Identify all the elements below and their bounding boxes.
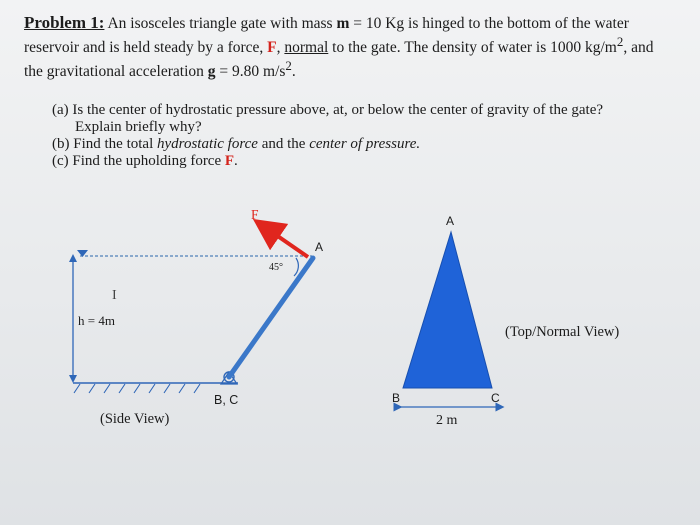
mass-symbol: m xyxy=(336,15,350,32)
question-a-line2: Explain briefly why? xyxy=(75,119,202,135)
problem-label: Problem 1: xyxy=(24,13,105,32)
force-label: F xyxy=(251,207,259,222)
top-apex-label: A xyxy=(446,214,455,228)
ground-hatching xyxy=(74,384,200,393)
question-b-term1: hydrostatic force xyxy=(157,136,258,152)
angle-arc xyxy=(294,258,298,276)
normal-word: normal xyxy=(284,39,329,57)
top-view-caption: (Top/Normal View) xyxy=(505,324,620,340)
gate-side-line xyxy=(229,258,313,377)
gate-top-view-triangle xyxy=(403,232,492,388)
accel-exponent: 2 xyxy=(285,58,292,74)
g-symbol: g xyxy=(207,63,216,81)
problem-text-5: , and the gravitational acceleration xyxy=(24,39,654,81)
density-exponent: 2 xyxy=(616,34,624,49)
question-b-term2: center of pressure. xyxy=(309,136,421,152)
text-cursor-icon: I xyxy=(112,288,117,303)
angle-label: 45° xyxy=(269,262,283,273)
vertex-c-label: C xyxy=(491,391,500,405)
force-symbol: F xyxy=(267,39,277,57)
question-a-line1: (a) Is the center of hydrostatic pressure above, at, or below the center of gravity of the gate? xyxy=(52,102,604,118)
question-b-text: (b) Find the total xyxy=(52,136,157,152)
depth-label: h = 4m xyxy=(78,313,115,328)
question-c-post: . xyxy=(234,153,238,169)
hinge-label: B, C xyxy=(214,393,239,407)
problem-text-1: An isosceles triangle gate with mass xyxy=(104,15,337,32)
vertex-b-label: B xyxy=(392,391,401,405)
problem-text-7: . xyxy=(291,63,296,81)
question-c-force: F xyxy=(224,153,235,169)
question-c-text: (c) Find the upholding force xyxy=(52,153,225,169)
side-apex-label: A xyxy=(315,240,324,254)
force-arrow xyxy=(266,228,308,257)
question-b-mid: and the xyxy=(257,136,310,152)
problem-text-4: to the gate. The density of water is 1000 kg/m xyxy=(328,39,617,57)
side-view-caption: (Side View) xyxy=(100,411,170,427)
depth-arrow-up-icon xyxy=(69,254,77,262)
problem-text-3: , xyxy=(276,39,285,57)
base-length-label: 2 m xyxy=(436,413,458,428)
problem-text-2: = 10 Kg is hinged to the bottom of the water reservoir and is held steady by a force, xyxy=(24,15,629,57)
problem-text-6: = 9.80 m/s xyxy=(215,63,286,81)
depth-arrow-down-icon xyxy=(69,375,77,383)
